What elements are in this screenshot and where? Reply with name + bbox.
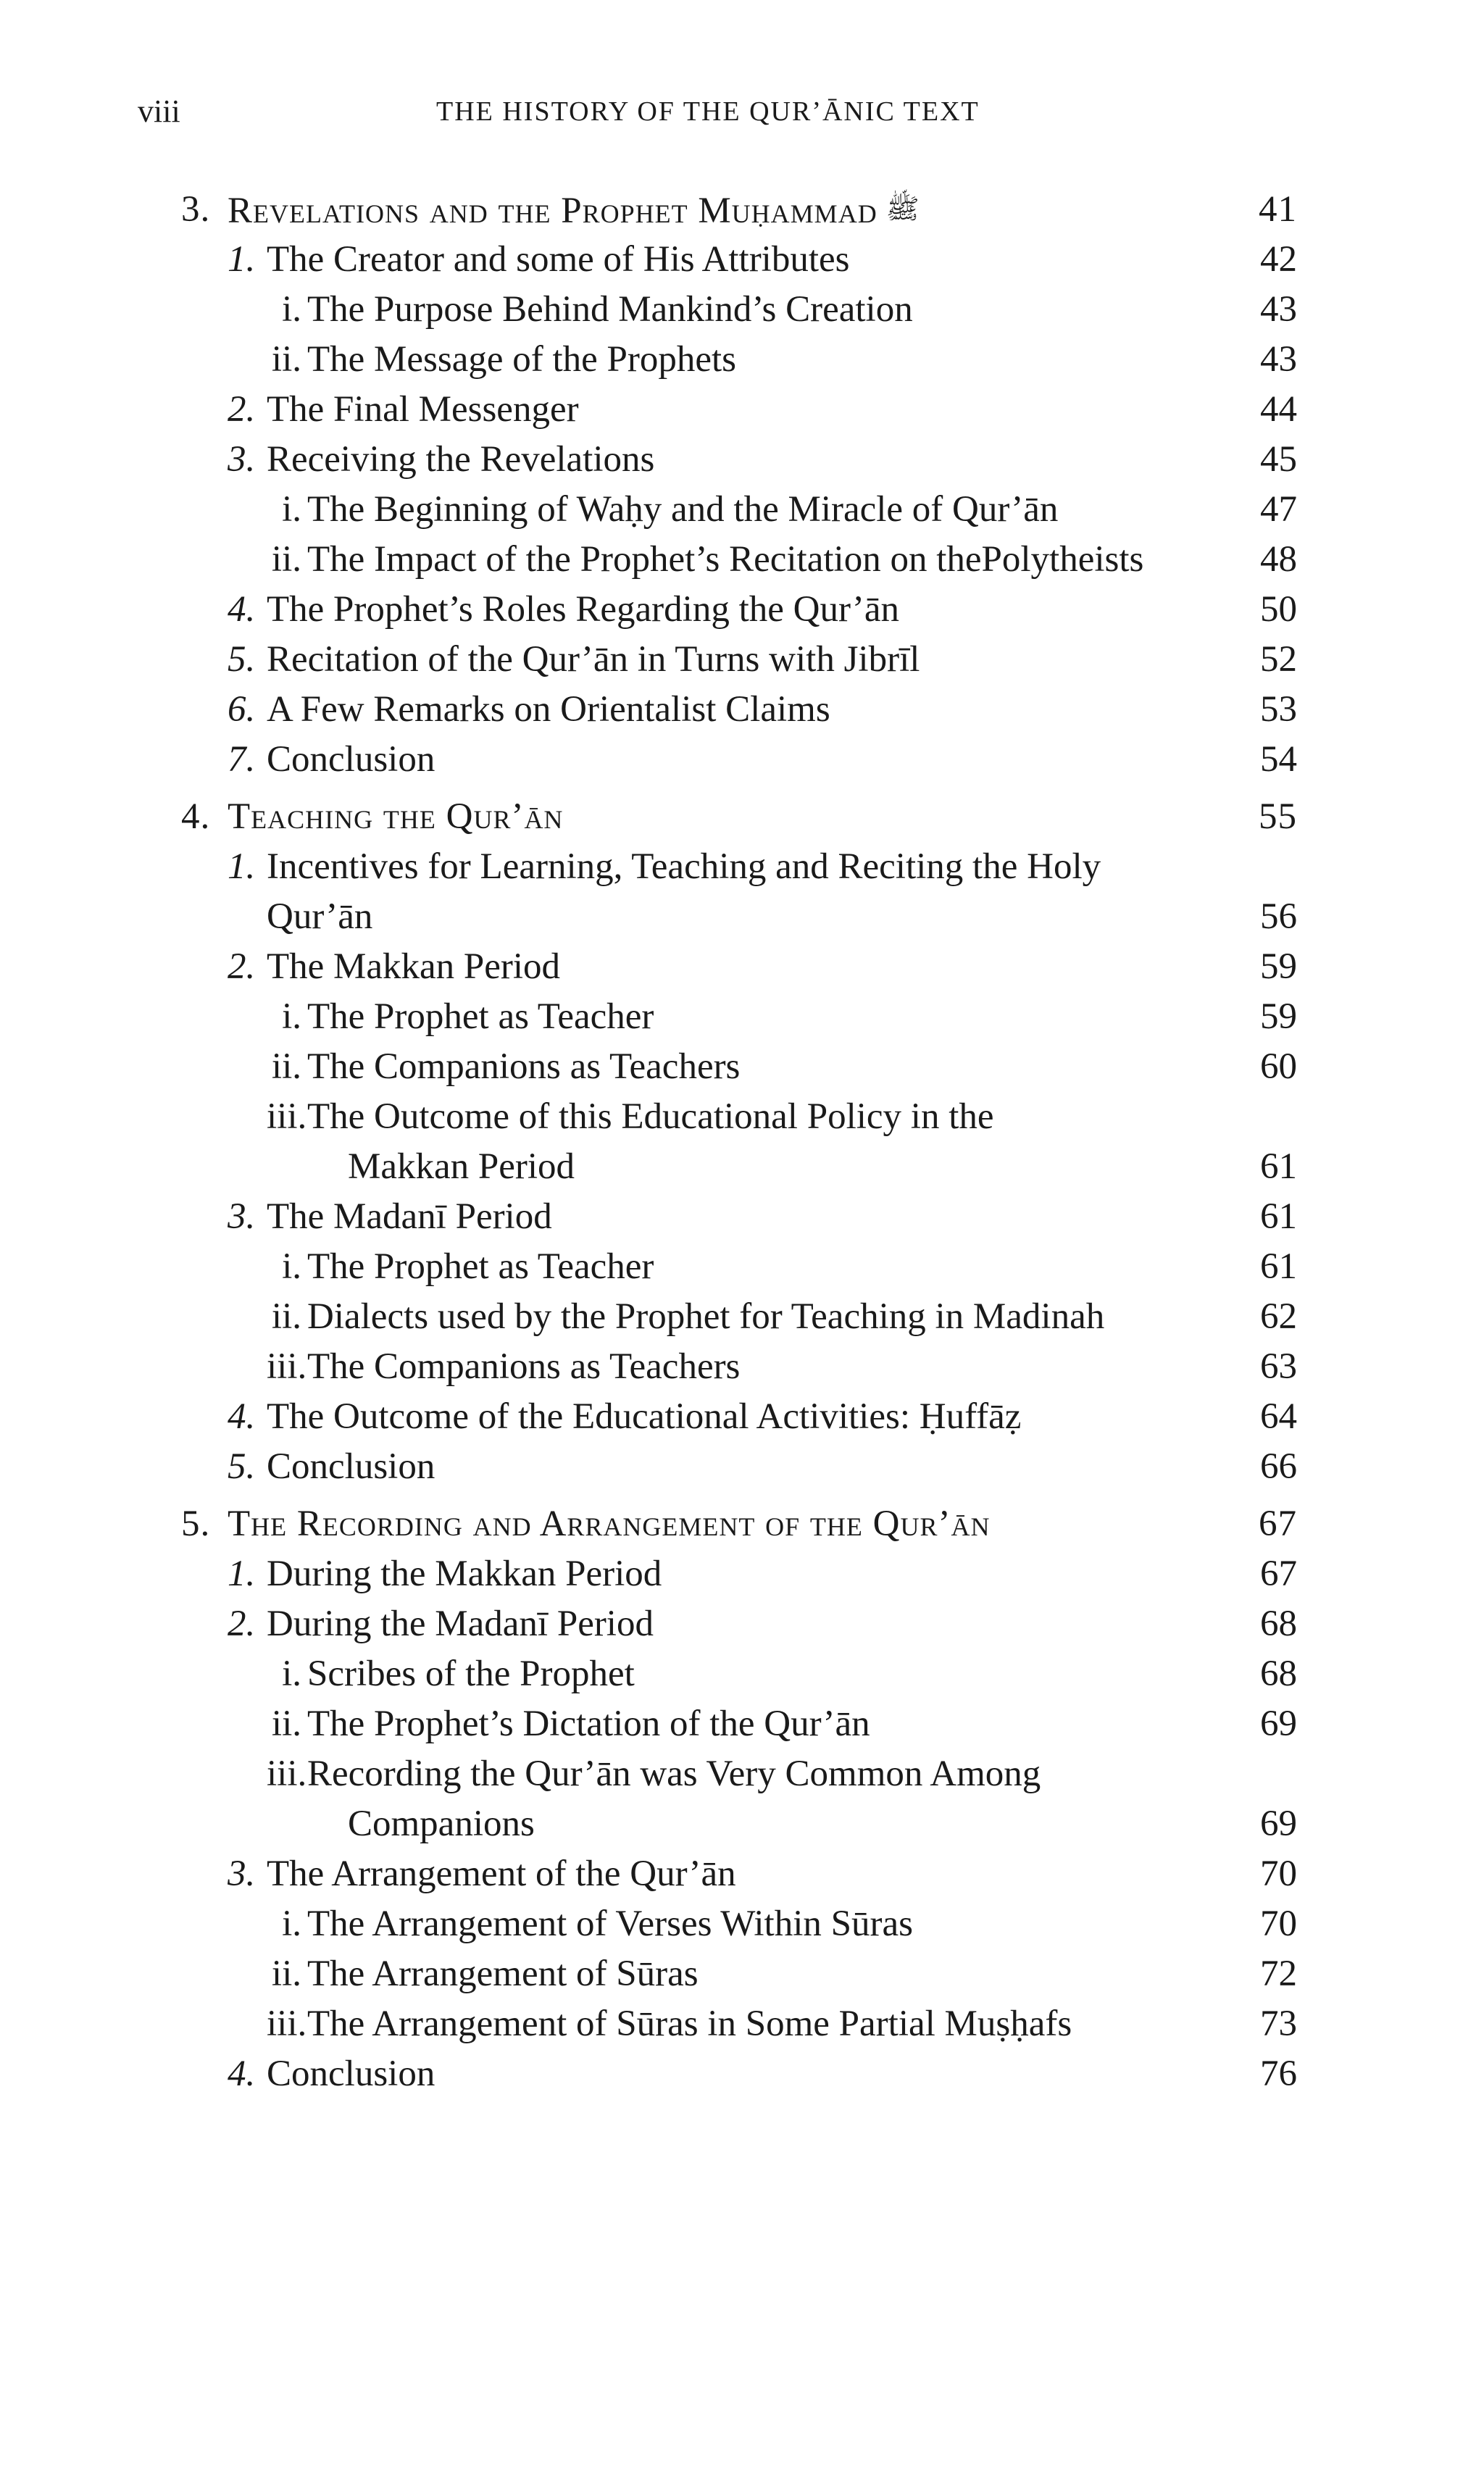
toc-page-number: 55 xyxy=(1259,796,1297,837)
toc-entry-title: During the Madanī Period xyxy=(267,1604,654,1644)
toc-entry xyxy=(138,1799,1297,1849)
toc-page-number: 69 xyxy=(1260,1804,1297,1844)
toc-entry-number: ii. xyxy=(271,339,301,380)
toc-entry-number: 2. xyxy=(228,946,256,987)
toc-entry xyxy=(138,1899,1297,1949)
toc-page-number: 42 xyxy=(1260,239,1297,280)
toc-entry xyxy=(138,1342,1297,1392)
toc-page-number: 63 xyxy=(1260,1346,1297,1387)
toc-entry-number: 5. xyxy=(228,639,256,680)
toc-entry xyxy=(138,1649,1297,1699)
toc-entry-title: Conclusion xyxy=(267,1446,435,1487)
toc-entry-title: Makkan Period xyxy=(348,1146,575,1187)
toc-page-number: 56 xyxy=(1260,896,1297,937)
toc-page-number: 48 xyxy=(1260,539,1297,580)
running-title: THE HISTORY OF THE QUR’ĀNIC TEXT xyxy=(436,96,980,127)
toc-entry xyxy=(138,1142,1297,1192)
toc-entry-title: The Prophet as Teacher xyxy=(307,1246,654,1287)
toc-entry xyxy=(138,285,1297,335)
toc-entry-number: 3. xyxy=(181,189,211,230)
toc-entry-title: Qur’ān xyxy=(267,896,373,937)
toc-entry-title: Recitation of the Qur’ān in Turns with Jibrīl xyxy=(267,639,920,680)
toc-page-number: 61 xyxy=(1260,1146,1297,1187)
toc-entry-number: i. xyxy=(282,1654,301,1694)
toc-entry-number: i. xyxy=(282,289,301,330)
toc-entry-title: The Message of the Prophets xyxy=(307,339,737,380)
toc-entry-number: 7. xyxy=(228,739,256,780)
page-number: viii xyxy=(138,93,180,129)
toc-entry-title: The Outcome of this Educational Policy in the xyxy=(307,1096,994,1137)
toc-entry xyxy=(138,1949,1297,1999)
toc-entry-number: 4. xyxy=(181,796,211,837)
table-of-contents xyxy=(138,185,1297,2099)
toc-page-number: 72 xyxy=(1260,1954,1297,1994)
toc-entry-number: 4. xyxy=(228,2054,256,2094)
toc-entry xyxy=(138,842,1297,892)
toc-page-number: 70 xyxy=(1260,1904,1297,1944)
toc-entry-title: The Companions as Teachers xyxy=(307,1046,741,1087)
toc-entry-title: The Makkan Period xyxy=(267,946,561,987)
toc-entry-number: i. xyxy=(282,1246,301,1287)
toc-entry-title: During the Makkan Period xyxy=(267,1554,662,1594)
toc-entry-title: Recording the Qur’ān was Very Common Among xyxy=(307,1754,1041,1794)
toc-page-number: 45 xyxy=(1260,439,1297,480)
toc-entry-title: Incentives for Learning, Teaching and Reciting the Holy xyxy=(267,846,1101,887)
toc-entry-title: The Recording and Arrangement of the Qur’ān xyxy=(228,1504,991,1544)
toc-page-number: 52 xyxy=(1260,639,1297,680)
toc-entry xyxy=(138,385,1297,435)
toc-entry-title: The Prophet as Teacher xyxy=(307,996,654,1037)
toc-entry-title: Companions xyxy=(348,1804,535,1844)
toc-page-number: 61 xyxy=(1260,1246,1297,1287)
toc-entry xyxy=(138,1599,1297,1649)
toc-entry xyxy=(138,1242,1297,1292)
toc-entry xyxy=(138,635,1297,685)
toc-entry xyxy=(138,1849,1297,1899)
toc-entry-number: 3. xyxy=(228,1196,256,1237)
toc-page-number: 67 xyxy=(1260,1554,1297,1594)
toc-entry xyxy=(138,1092,1297,1142)
toc-entry-title: Receiving the Revelations xyxy=(267,439,655,480)
toc-page-number: 60 xyxy=(1260,1046,1297,1087)
toc-entry-title: The Outcome of the Educational Activities: Ḥuffāẓ xyxy=(267,1396,1022,1437)
toc-entry xyxy=(138,335,1297,385)
toc-entry-number: ii. xyxy=(271,1046,301,1087)
toc-entry xyxy=(138,235,1297,285)
toc-entry-number: ii. xyxy=(271,1296,301,1337)
toc-page-number: 50 xyxy=(1260,589,1297,630)
toc-entry-title: The Prophet’s Roles Regarding the Qur’ān xyxy=(267,589,899,630)
toc-entry-number: 2. xyxy=(228,389,256,430)
toc-page-number: 47 xyxy=(1260,489,1297,530)
toc-entry-number: ii. xyxy=(271,1704,301,1744)
toc-entry-title: The Arrangement of Sūras xyxy=(307,1954,699,1994)
toc-page-number: 53 xyxy=(1260,689,1297,730)
toc-entry xyxy=(138,685,1297,735)
toc-entry xyxy=(138,485,1297,535)
toc-entry-number: iii. xyxy=(267,1346,307,1387)
toc-entry xyxy=(138,892,1297,942)
toc-entry-number: 4. xyxy=(228,589,256,630)
toc-entry xyxy=(138,535,1297,585)
toc-entry-title: The Prophet’s Dictation of the Qur’ān xyxy=(307,1704,870,1744)
toc-entry-title: Revelations and the Prophet Muḥammad ﷺ xyxy=(228,191,920,231)
toc-entry-number: iii. xyxy=(267,1096,307,1137)
toc-entry xyxy=(138,1292,1297,1342)
toc-page-number: 41 xyxy=(1259,189,1297,230)
toc-page-number: 54 xyxy=(1260,739,1297,780)
toc-chapter-entry xyxy=(138,792,1297,842)
toc-entry xyxy=(138,735,1297,785)
toc-entry-number: 6. xyxy=(228,689,256,730)
toc-entry xyxy=(138,992,1297,1042)
toc-page-number: 62 xyxy=(1260,1296,1297,1337)
toc-entry-title: Teaching the Qur’ān xyxy=(228,796,564,837)
toc-entry xyxy=(138,435,1297,485)
toc-page-number: 68 xyxy=(1260,1604,1297,1644)
toc-entry-number: iii. xyxy=(267,2004,307,2044)
toc-entry-title: Scribes of the Prophet xyxy=(307,1654,635,1694)
toc-entry-number: i. xyxy=(282,489,301,530)
toc-chapter-entry xyxy=(138,1499,1297,1549)
toc-page-number: 70 xyxy=(1260,1854,1297,1894)
toc-page-number: 61 xyxy=(1260,1196,1297,1237)
toc-chapter-entry xyxy=(138,185,1297,235)
toc-entry-title: The Creator and some of His Attributes xyxy=(267,239,850,280)
toc-entry xyxy=(138,585,1297,635)
toc-entry xyxy=(138,2049,1297,2099)
toc-entry-number: 3. xyxy=(228,1854,256,1894)
toc-entry xyxy=(138,1549,1297,1599)
running-header xyxy=(138,93,1297,136)
toc-entry-number: iii. xyxy=(267,1754,307,1794)
toc-entry-title: The Arrangement of the Qur’ān xyxy=(267,1854,736,1894)
toc-page-number: 43 xyxy=(1260,339,1297,380)
toc-entry xyxy=(138,1999,1297,2049)
toc-entry-title: Dialects used by the Prophet for Teaching in Madinah xyxy=(307,1296,1105,1337)
toc-page-number: 44 xyxy=(1260,389,1297,430)
toc-entry-title: The Arrangement of Sūras in Some Partial Muṣḥafs xyxy=(307,2004,1072,2044)
toc-entry-number: 1. xyxy=(228,1554,256,1594)
toc-entry-title: The Final Messenger xyxy=(267,389,579,430)
toc-page-number: 43 xyxy=(1260,289,1297,330)
toc-entry-title: The Companions as Teachers xyxy=(307,1346,741,1387)
toc-entry-title: The Impact of the Prophet’s Recitation on thePolytheists xyxy=(307,539,1144,580)
toc-entry-number: i. xyxy=(282,1904,301,1944)
toc-entry xyxy=(138,942,1297,992)
toc-entry-number: 5. xyxy=(181,1504,211,1544)
toc-page-number: 59 xyxy=(1260,946,1297,987)
toc-page-number: 64 xyxy=(1260,1396,1297,1437)
toc-entry-title: Conclusion xyxy=(267,739,435,780)
toc-entry-title: The Beginning of Waḥy and the Miracle of Qur’ān xyxy=(307,489,1059,530)
toc-entry xyxy=(138,1442,1297,1492)
toc-entry xyxy=(138,1699,1297,1749)
toc-page-number: 73 xyxy=(1260,2004,1297,2044)
toc-entry-number: 3. xyxy=(228,439,256,480)
toc-entry-number: ii. xyxy=(271,539,301,580)
toc-entry-number: ii. xyxy=(271,1954,301,1994)
toc-entry-title: The Arrangement of Verses Within Sūras xyxy=(307,1904,913,1944)
toc-entry-number: i. xyxy=(282,996,301,1037)
toc-entry xyxy=(138,1392,1297,1442)
toc-page-number: 66 xyxy=(1260,1446,1297,1487)
toc-entry-number: 1. xyxy=(228,846,256,887)
toc-entry-title: The Madanī Period xyxy=(267,1196,552,1237)
toc-entry-number: 2. xyxy=(228,1604,256,1644)
toc-entry-title: The Purpose Behind Mankind’s Creation xyxy=(307,289,913,330)
toc-page-number: 59 xyxy=(1260,996,1297,1037)
toc-entry-title: Conclusion xyxy=(267,2054,435,2094)
toc-entry-title: A Few Remarks on Orientalist Claims xyxy=(267,689,830,730)
honorific-mark: ﷺ xyxy=(885,194,920,225)
toc-entry xyxy=(138,1192,1297,1242)
toc-entry-number: 5. xyxy=(228,1446,256,1487)
toc-page-number: 68 xyxy=(1260,1654,1297,1694)
toc-page-number: 67 xyxy=(1259,1504,1297,1544)
toc-entry-number: 1. xyxy=(228,239,256,280)
toc-entry xyxy=(138,1749,1297,1799)
toc-page-number: 69 xyxy=(1260,1704,1297,1744)
toc-entry xyxy=(138,1042,1297,1092)
toc-page-number: 76 xyxy=(1260,2054,1297,2094)
toc-entry-number: 4. xyxy=(228,1396,256,1437)
